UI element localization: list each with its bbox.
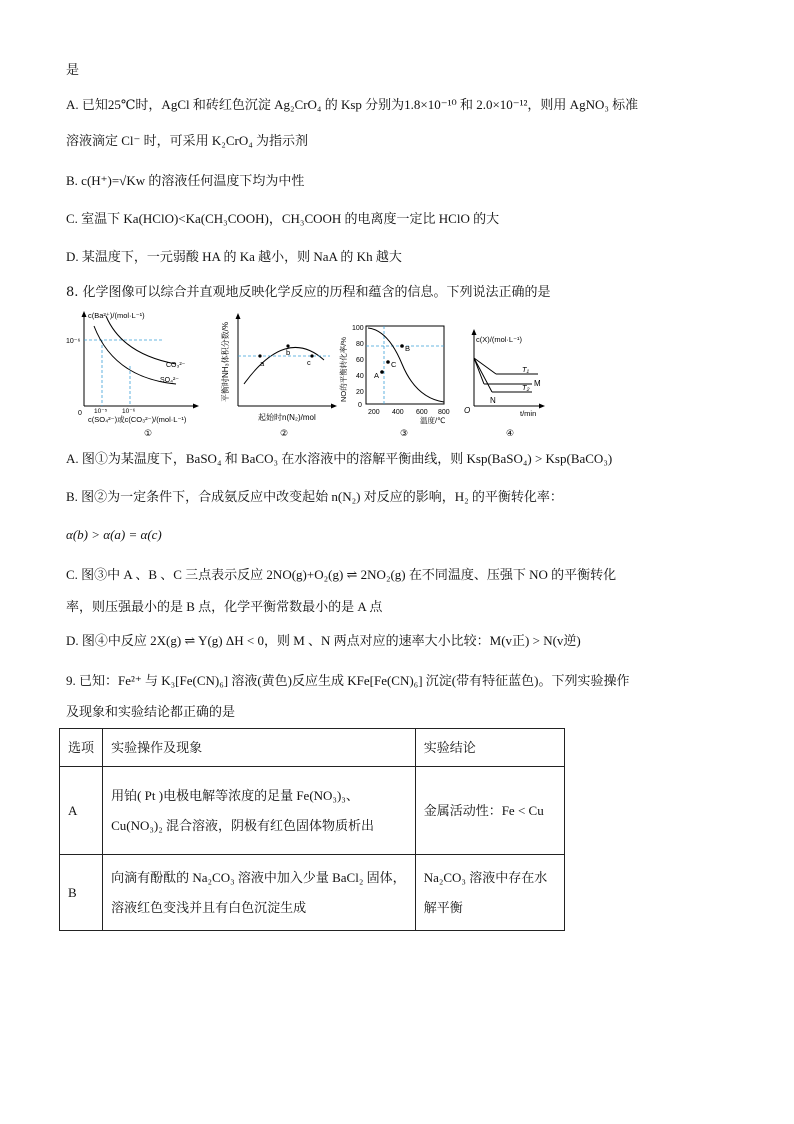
row-b-conclusion — [415, 855, 564, 931]
row-a-operation-line1: 用铂( Pt )电极电解等浓度的足量 Fe(NO₃)₃、 — [111, 787, 359, 803]
table-row — [60, 855, 565, 931]
graph3-xtick-800: 800 — [438, 409, 450, 416]
table-header-option: 选项 — [60, 729, 103, 767]
q7-option-b: B. c(H⁺)=√Kw 的溶液任何温度下均为中性 — [66, 173, 305, 188]
graph3-ytick-40: 40 — [356, 373, 364, 380]
row-a-operation-line2: Cu(NO₃)₂ 混合溶液，阴极有红色固体物质析出 — [111, 817, 374, 833]
graph2-xlabel: 起始时n(N₂)/mol — [258, 413, 316, 422]
graph3-point-b: B — [405, 344, 411, 353]
graph1-xlabel: c(SO₄²⁻)或c(CO₃²⁻)/(mol·L⁻¹) — [88, 415, 187, 424]
row-a-operation — [103, 767, 416, 855]
row-b-operation — [103, 855, 416, 931]
graph1-xtick2: 10⁻⁶ — [122, 408, 136, 415]
q8-option-b-line1: B. 图②为一定条件下，合成氨反应中改变起始 n(N₂) 对反应的影响，H₂ 的平衡转化率： — [66, 489, 563, 504]
q7-option-a-line2: 溶液滴定 Cl⁻ 时，可采用 K₂CrO₄ 为指示剂 — [66, 133, 308, 148]
q8-option-a: A. 图①为某温度下，BaSO₄ 和 BaCO₃ 在水溶液中的溶解平衡曲线，则 Ksp(BaSO₄) > Ksp(BaCO₃) — [66, 451, 613, 466]
graph4-n: N — [490, 396, 496, 405]
row-b-conclusion-line1: Na₂CO₃ 溶液中存在水 — [423, 869, 548, 885]
graph3-point-a: A — [374, 371, 380, 380]
row-a-option: A — [60, 767, 103, 855]
graph3-ytick-80: 80 — [356, 341, 364, 348]
graph4-ylabel: c(X)/(mol·L⁻¹) — [476, 335, 523, 344]
graph4-t1: T₁ — [522, 365, 529, 374]
q7-option-c: C. 室温下 Ka(HClO)<Ka(CH₃COOH)，CH₃COOH 的电离度一定比 HClO 的大 — [66, 211, 500, 226]
graph1-origin: 0 — [78, 410, 82, 417]
q8-graphs — [66, 306, 546, 442]
q8-option-c-line1: C. 图③中 A 、B 、C 三点表示反应 2NO(g)+O₂(g) ⇌ 2NO₂(g) 在不同温度、压强下 NO 的平衡转化 — [66, 567, 617, 582]
q8-stem: 8. 化学图像可以综合并直观地反映化学反应的历程和蕴含的信息。下列说法正确的是 — [66, 285, 551, 300]
row-a-conclusion-line1: 金属活动性：Fe < Cu — [423, 802, 544, 818]
table-header-conclusion: 实验结论 — [415, 729, 564, 767]
q8-option-d: D. 图④中反应 2X(g) ⇌ Y(g) ΔH < 0，则 M 、N 两点对应的速率大小比较：M(v正) > N(v逆) — [66, 633, 581, 648]
row-b-conclusion-line2: 解平衡 — [423, 899, 463, 915]
q8-option-c-line2: 率，则压强最小的是 B 点，化学平衡常数最小的是 A 点 — [66, 599, 383, 614]
row-b-operation-line2: 溶液红色变浅并且有白色沉淀生成 — [111, 899, 307, 915]
graph3-ylabel: NO的平衡转化率/% — [339, 336, 348, 402]
graph4-number: ④ — [506, 428, 515, 438]
table-row — [60, 767, 565, 855]
graph4-xlabel: t/min — [520, 409, 537, 418]
graph3-ytick-0: 0 — [358, 402, 362, 409]
q7-option-d: D. 某温度下，一元弱酸 HA 的 Ka 越小，则 NaA 的 Kh 越大 — [66, 249, 402, 264]
graph-4 — [464, 329, 545, 438]
row-b-operation-line1: 向滴有酚酞的 Na₂CO₃ 溶液中加入少量 BaCl₂ 固体， — [111, 869, 406, 885]
graph3-ytick-20: 20 — [356, 389, 364, 396]
q9-stem-line2: 及现象和实验结论都正确的是 — [66, 705, 236, 720]
graph1-number: ① — [144, 428, 153, 438]
top-fragment: 是 — [66, 63, 80, 78]
graph-3 — [338, 325, 450, 438]
q7-option-a-line1: A. 已知25℃时，AgCl 和砖红色沉淀 Ag₂CrO₄ 的 Ksp 分别为1.8×10⁻¹⁰ 和 2.0×10⁻¹²，则用 AgNO₃ 标准 — [66, 97, 639, 112]
q8-option-b-line2: α(b) > α(a) = α(c) — [66, 527, 162, 542]
graph1-xtick1: 10⁻⁵ — [94, 408, 108, 415]
graph1-curve-top: CO₃²⁻ — [166, 362, 186, 369]
graph3-ytick-100: 100 — [352, 325, 364, 332]
graph4-m: M — [534, 379, 541, 388]
graph3-xtick-600: 600 — [416, 409, 428, 416]
graph1-ytick: 10⁻⁶ — [66, 338, 81, 345]
graph1-ylabel: c(Ba²⁺)/(mol·L⁻¹) — [88, 311, 145, 320]
graph2-point-c: c — [307, 358, 311, 367]
q9-stem-line1: 9. 已知：Fe²⁺ 与 K₃[Fe(CN)₆] 溶液(黄色)反应生成 KFe[Fe(CN)₆] 沉淀(带有特征蓝色)。下列实验操作 — [66, 673, 630, 688]
graph2-point-b: b — [286, 348, 291, 357]
graph2-point-a: a — [260, 359, 265, 368]
graph4-t2: T₂ — [522, 383, 530, 392]
graph3-xtick-200: 200 — [368, 409, 380, 416]
graph2-ylabel: 平衡时NH₃体积分数/% — [221, 321, 230, 402]
graph-1 — [66, 311, 199, 438]
table-header-row — [60, 729, 565, 767]
table-header-operation: 实验操作及现象 — [103, 729, 416, 767]
graph3-point-c: C — [391, 360, 397, 369]
graph-2 — [220, 313, 337, 438]
q9-experiment-table — [59, 728, 565, 931]
graph2-number: ② — [280, 428, 289, 438]
graph4-origin: O — [464, 406, 471, 415]
graph3-xtick-400: 400 — [392, 409, 404, 416]
row-b-option: B — [60, 855, 103, 931]
graph3-number: ③ — [400, 428, 409, 438]
row-a-conclusion — [415, 767, 564, 855]
graph3-ytick-60: 60 — [356, 357, 364, 364]
graph1-curve-bottom: SO₄²⁻ — [160, 377, 179, 384]
graph3-xlabel: 温度/℃ — [420, 416, 446, 425]
